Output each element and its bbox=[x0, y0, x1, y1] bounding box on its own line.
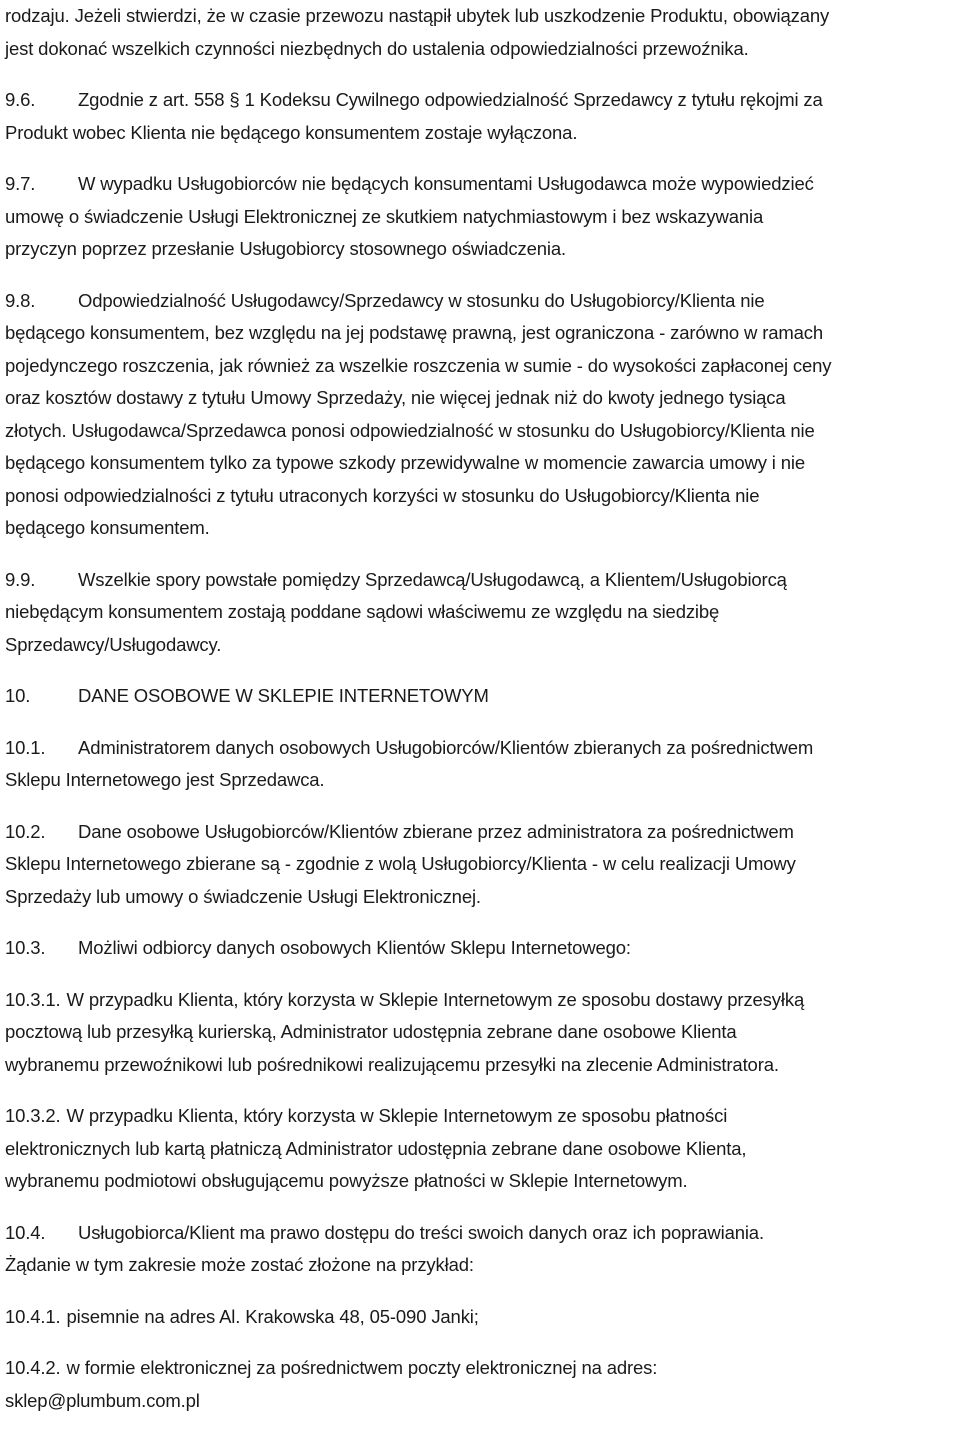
text-line: niebędącym konsumentem zostają poddane sądowi właściwemu ze względu na siedzibę bbox=[5, 601, 720, 622]
paragraph-10-4-2 bbox=[5, 1352, 955, 1417]
section-number: 9.7. bbox=[5, 173, 36, 194]
text-line: jest dokonać wszelkich czynności niezbędnych do ustalenia odpowiedzialności przewoźnika. bbox=[5, 37, 749, 59]
text-line: Dane osobowe Usługobiorców/Klientów zbierane przez administratora za pośrednictwem bbox=[78, 820, 794, 842]
text-line: W przypadku Klienta, który korzysta w Sklepie Internetowym ze sposobu dostawy przesyłką bbox=[66, 988, 805, 1010]
section-number: 10.4.1. bbox=[5, 1305, 61, 1327]
text-line: Sklepu Internetowego jest Sprzedawca. bbox=[5, 769, 325, 790]
paragraph-9-7 bbox=[5, 168, 955, 266]
section-number: 10.1. bbox=[5, 736, 46, 758]
email-link[interactable]: sklep@plumbum.com.pl bbox=[5, 1389, 200, 1411]
section-number: 9.8. bbox=[5, 289, 36, 311]
text-line: pisemnie na adres Al. Krakowska 48, 05-090 Janki; bbox=[66, 1305, 479, 1327]
paragraph-10-4-1 bbox=[5, 1301, 955, 1334]
section-number: 10.4. bbox=[5, 1221, 46, 1243]
text-line: Możliwi odbiorcy danych osobowych Klientów Sklepu Internetowego: bbox=[78, 937, 631, 958]
text-line: Produkt wobec Klienta nie będącego konsumentem zostaje wyłączona. bbox=[5, 121, 578, 143]
paragraph-intro bbox=[5, 0, 955, 65]
text-line: Administratorem danych osobowych Usługobiorców/Klientów zbieranych za pośrednictwem bbox=[78, 736, 814, 758]
text-line: będącego konsumentem tylko za typowe szkody przewidywalne w momencie zawarcia umowy i nie bbox=[5, 452, 805, 473]
text-line: Odpowiedzialność Usługodawcy/Sprzedawcy w stosunku do Usługobiorcy/Klienta nie bbox=[78, 289, 765, 311]
text-line: wybranemu przewoźnikowi lub pośrednikowi realizującemu przesyłki na zlecenie Administratora. bbox=[5, 1053, 779, 1075]
text-line: Żądanie w tym zakresie może zostać złożone na przykład: bbox=[5, 1254, 474, 1275]
text-line: złotych. Usługodawca/Sprzedawca ponosi odpowiedzialność w stosunku do Usługobiorcy/Klienta nie bbox=[5, 419, 815, 441]
paragraph-9-8 bbox=[5, 285, 955, 545]
text-line: W przypadku Klienta, który korzysta w Sklepie Internetowym ze sposobu płatności bbox=[66, 1105, 728, 1126]
paragraph-10-3 bbox=[5, 932, 955, 965]
section-title: DANE OSOBOWE W SKLEPIE INTERNETOWYM bbox=[78, 685, 489, 706]
text-line: będącego konsumentem. bbox=[5, 517, 210, 538]
text-line: umowę o świadczenie Usługi Elektronicznej ze skutkiem natychmiastowym i bez wskazywania bbox=[5, 205, 764, 227]
section-heading-10 bbox=[5, 680, 955, 713]
section-number: 10.4.2. bbox=[5, 1357, 61, 1378]
section-number: 10. bbox=[5, 685, 31, 706]
text-line: Wszelkie spory powstałe pomiędzy Sprzedawcą/Usługodawcą, a Klientem/Usługobiorcą bbox=[78, 568, 787, 590]
section-number: 9.9. bbox=[5, 568, 36, 590]
paragraph-10-3-2 bbox=[5, 1100, 955, 1198]
paragraph-9-6 bbox=[5, 84, 955, 149]
text-line: wybranemu podmiotowi obsługującemu powyższe płatności w Sklepie Internetowym. bbox=[5, 1170, 688, 1191]
paragraph-10-4 bbox=[5, 1217, 955, 1282]
section-number: 9.6. bbox=[5, 89, 36, 110]
section-number: 10.2. bbox=[5, 820, 46, 842]
text-line: będącego konsumentem, bez względu na jej podstawę prawną, jest ograniczona - zarówno w ramach bbox=[5, 322, 823, 343]
text-line: rodzaju. Jeżeli stwierdzi, że w czasie przewozu nastąpił ubytek lub uszkodzenie Produktu, obowiązany bbox=[5, 5, 830, 26]
text-line: Sklepu Internetowego zbierane są - zgodnie z wolą Usługobiorcy/Klienta - w celu realizacji Umowy bbox=[5, 853, 796, 874]
paragraph-9-9 bbox=[5, 564, 955, 662]
text-line: w formie elektronicznej za pośrednictwem poczty elektronicznej na adres: bbox=[66, 1357, 658, 1378]
section-number: 10.3. bbox=[5, 937, 46, 958]
text-line: przyczyn poprzez przesłanie Usługobiorcy stosownego oświadczenia. bbox=[5, 238, 566, 259]
section-number: 10.3.1. bbox=[5, 988, 61, 1010]
paragraph-10-3-1 bbox=[5, 984, 955, 1082]
text-line: pocztową lub przesyłką kurierską, Administrator udostępnia zebrane dane osobowe Klienta bbox=[5, 1021, 737, 1042]
section-number: 10.3.2. bbox=[5, 1105, 61, 1126]
text-line: elektronicznych lub kartą płatniczą Administrator udostępnia zebrane dane osobowe Klienta, bbox=[5, 1137, 747, 1159]
paragraph-10-1 bbox=[5, 732, 955, 797]
paragraph-10-2 bbox=[5, 816, 955, 914]
text-line: oraz kosztów dostawy z tytułu Umowy Sprzedaży, nie więcej jednak niż do kwoty jednego tysiąca bbox=[5, 387, 786, 408]
text-line: Sprzedaży lub umowy o świadczenie Usługi Elektronicznej. bbox=[5, 885, 481, 907]
text-line: Zgodnie z art. 558 § 1 Kodeksu Cywilnego odpowiedzialność Sprzedawcy z tytułu rękojmi za bbox=[78, 89, 823, 110]
document-page bbox=[5, 0, 955, 1417]
text-line: Sprzedawcy/Usługodawcy. bbox=[5, 633, 222, 655]
text-line: ponosi odpowiedzialności z tytułu utraconych korzyści w stosunku do Usługobiorcy/Klienta nie bbox=[5, 484, 760, 506]
text-line: W wypadku Usługobiorców nie będących konsumentami Usługodawca może wypowiedzieć bbox=[78, 173, 814, 194]
text-line: Usługobiorca/Klient ma prawo dostępu do treści swoich danych oraz ich poprawiania. bbox=[78, 1221, 764, 1243]
text-line: pojedynczego roszczenia, jak również za wszelkie roszczenia w sumie - do wysokości zapłaconej ceny bbox=[5, 354, 832, 376]
